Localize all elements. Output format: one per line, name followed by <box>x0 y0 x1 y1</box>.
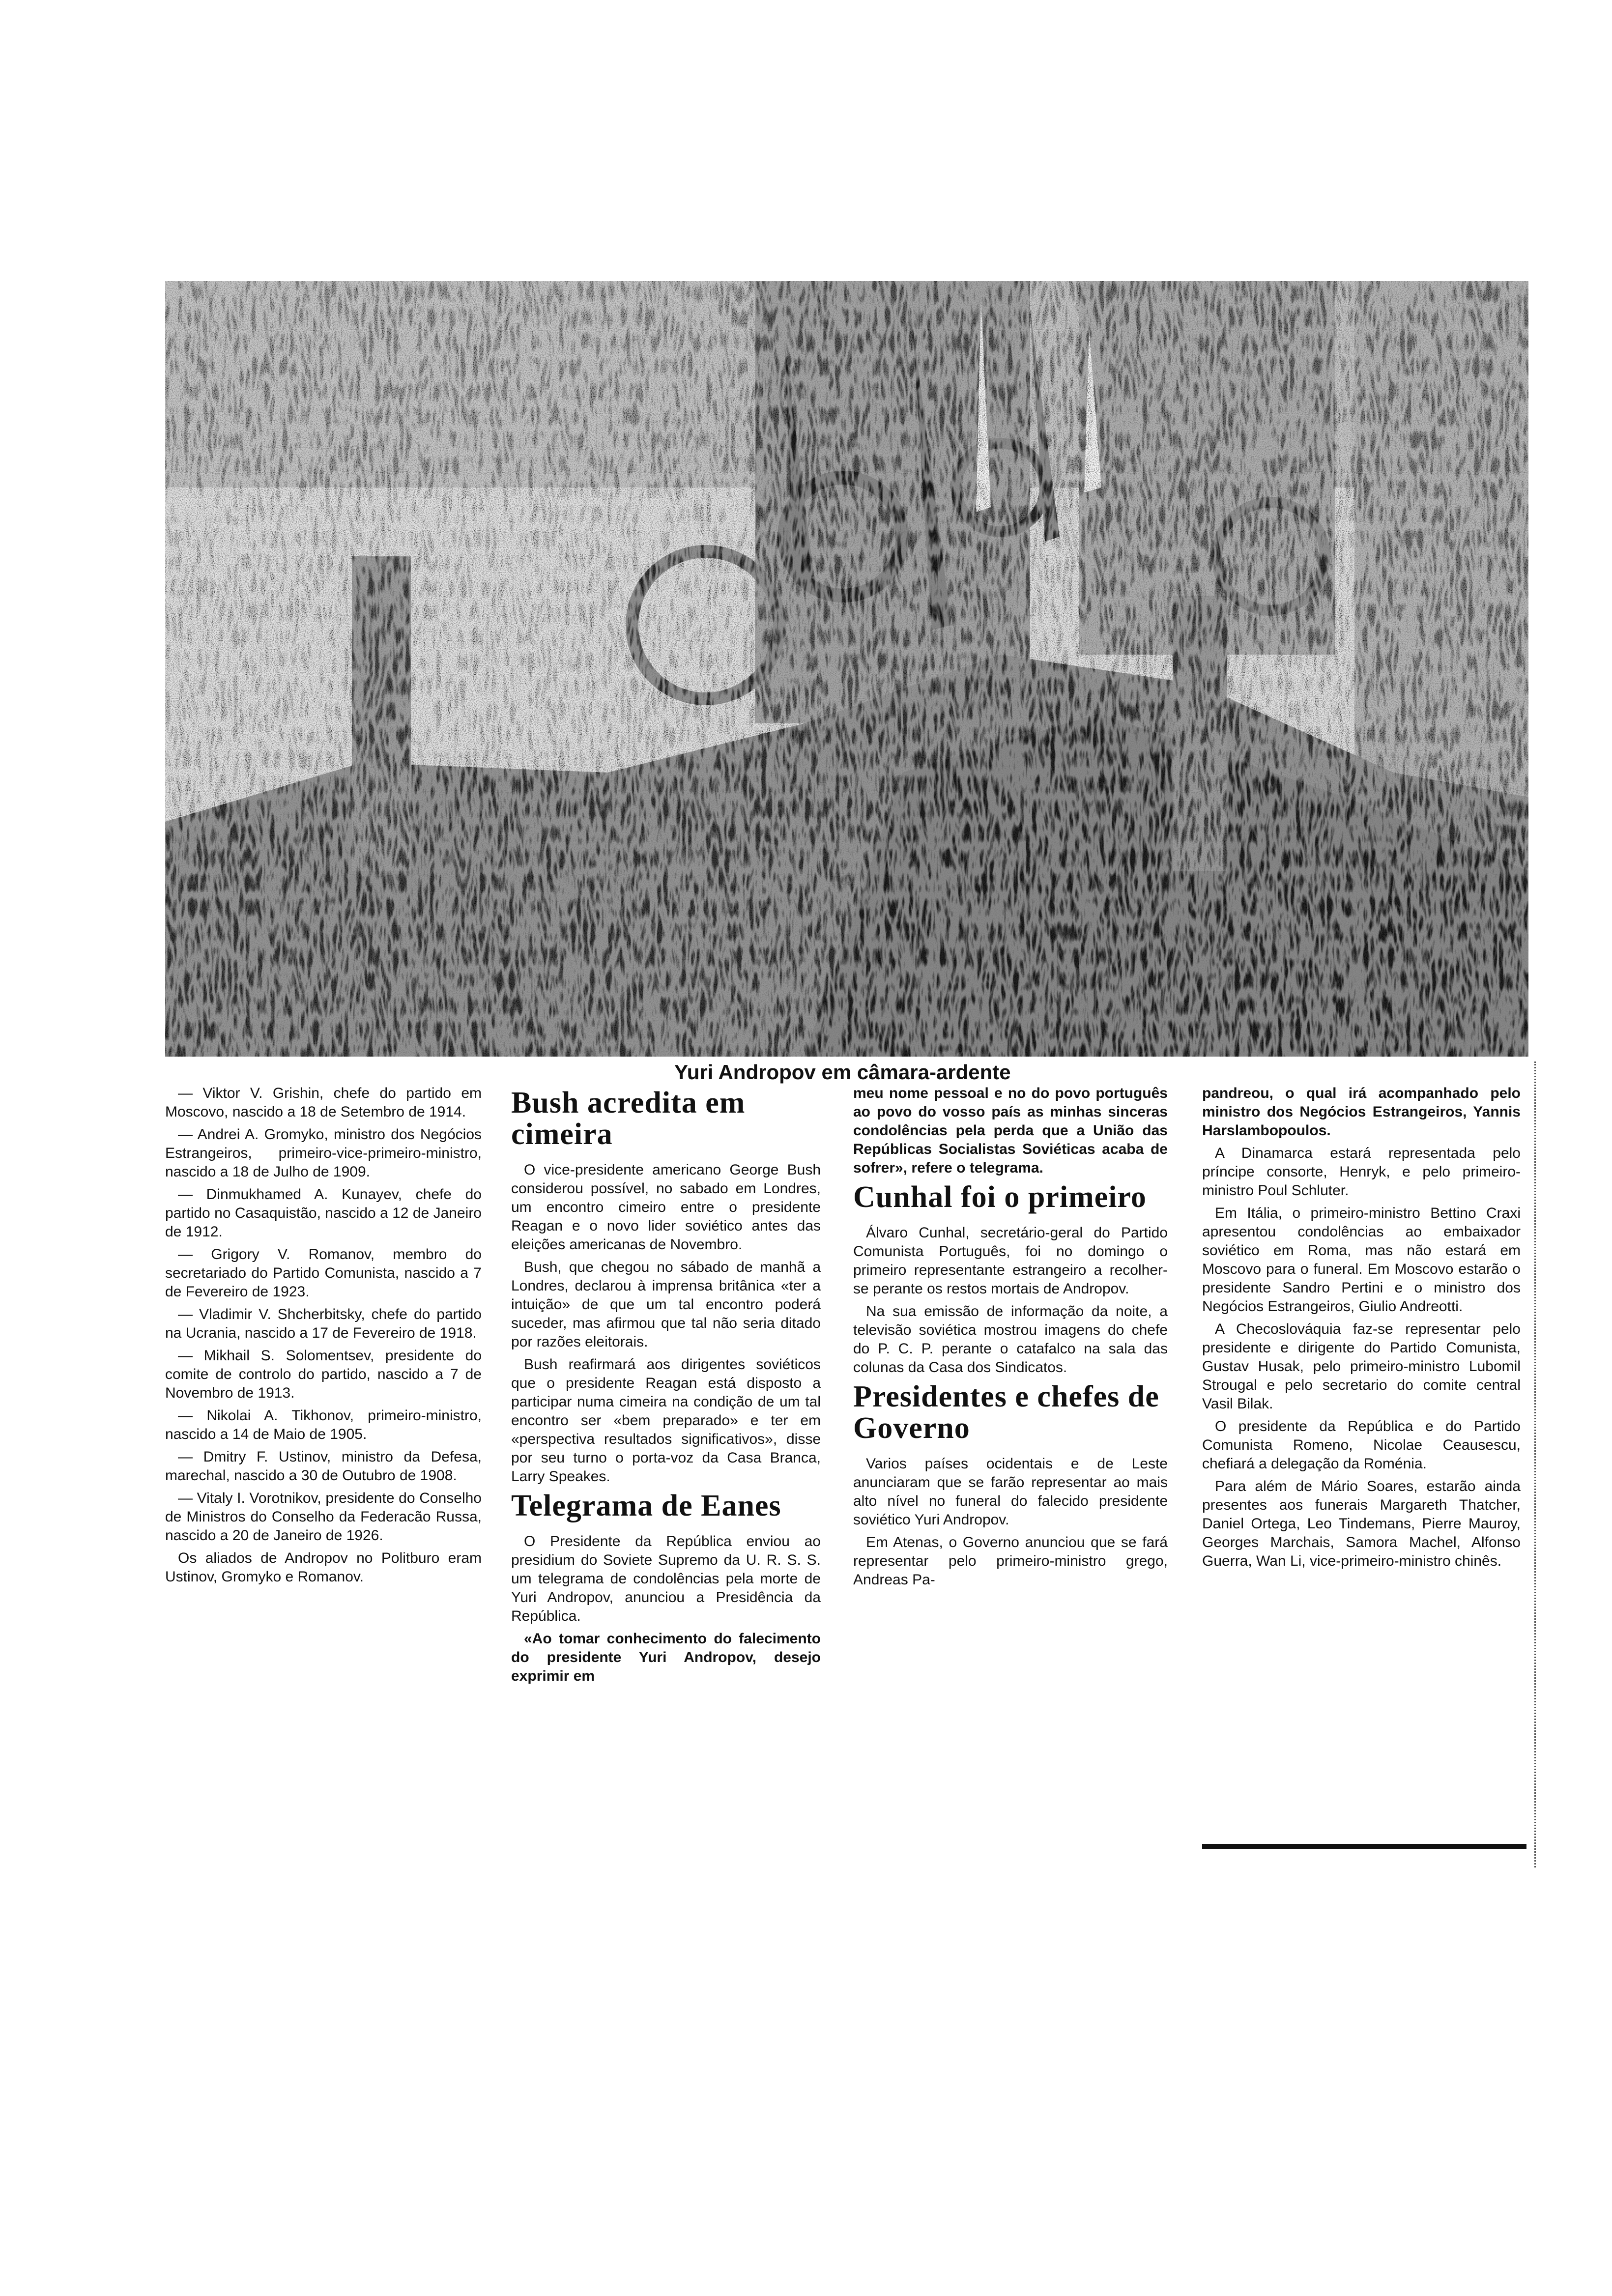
paragraph: meu nome pessoal e no do povo português ao povo do vosso país as minhas sinceras condolências pela perda que a União das Repúblicas Socialistas Soviéticas acaba de sofrer», refere o telegrama. <box>853 1085 1168 1176</box>
paragraph: — Dmitry F. Ustinov, ministro da Defesa, marechal, nascido a 30 de Outubro de 1908. <box>165 1449 482 1484</box>
paragraph: «Ao tomar conhecimento do falecimento do presidente Yuri Andropov, desejo exprimir em <box>511 1631 821 1684</box>
column-4 <box>1202 1084 1521 1575</box>
column-end-rule <box>1202 1844 1526 1849</box>
paragraph: Os aliados de Andropov no Politburo eram Ustinov, Gromyko e Romanov. <box>165 1550 482 1585</box>
paragraph: O vice-presidente americano George Bush considerou possível, no sabado em Londres, um encontro cimeiro entre o presidente Reagan e o novo lider soviético antes das eleições americanas de Novembro. <box>511 1162 821 1253</box>
paragraph: Varios países ocidentais e de Leste anunciaram que se farão representar ao mais alto nível no funeral do falecido presidente soviético Yuri Andropov. <box>853 1456 1168 1528</box>
paragraph: Bush reafirmará aos dirigentes soviéticos que o presidente Reagan está disposto a participar numa cimeira na condição de um tal encontro ser «bem preparado» e ter em «perspectiva resultados significativos», disse por seu turno o porta-voz da Casa Branca, Larry Speakes. <box>511 1356 821 1485</box>
paragraph: — Andrei A. Gromyko, ministro dos Negócios Estrangeiros, primeiro-vice-primeiro-ministro, nascido a 18 de Julho de 1909. <box>165 1126 482 1180</box>
paragraph: — Dinmukhamed A. Kunayev, chefe do partido no Casaquistão, nascido a 12 de Janeiro de 1912. <box>165 1186 482 1240</box>
headline-telegrama: Telegrama de Eanes <box>511 1489 781 1522</box>
headline-presidentes: Presidentes e chefes de Governo <box>853 1380 1159 1445</box>
paragraph: O Presidente da República enviou ao presidium do Soviete Supremo da U. R. S. S. um telegrama de condolências pela morte de Yuri Andropov, anunciou a Presidência da República. <box>511 1533 821 1624</box>
paragraph: — Vladimir V. Shcherbitsky, chefe do partido na Ucrania, nascido a 17 de Fevereiro de 1918. <box>165 1306 482 1341</box>
headline-cunhal: Cunhal foi o primeiro <box>853 1180 1147 1214</box>
photo-image <box>165 281 1528 1057</box>
column-3 <box>853 1084 1168 1593</box>
paragraph: — Vitaly I. Vorotnikov, presidente do Conselho de Ministros do Conselho da Federacão Russa, nascido a 20 de Janeiro de 1926. <box>165 1490 482 1544</box>
funeral-photo <box>165 281 1528 1057</box>
column-1 <box>165 1084 482 1590</box>
paragraph: Na sua emissão de informação da noite, a televisão soviética mostrou imagens do chefe do P. C. P. perante o catafalco na sala das colunas da Casa dos Sindicatos. <box>853 1303 1168 1376</box>
paragraph: A Checoslováquia faz-se representar pelo presidente e dirigente do Partido Comunista, Gustav Husak, pelo primeiro-ministro Lubomil Strougal e pelo secretario do comite central Vasil Bilak. <box>1202 1321 1521 1412</box>
paragraph: — Mikhail S. Solomentsev, presidente do comite de controlo do partido, nascido a 7 de Novembro de 1913. <box>165 1348 482 1401</box>
photo-caption: Yuri Andropov em câmara-ardente <box>674 1061 1011 1084</box>
paragraph: pandreou, o qual irá acompanhado pelo ministro dos Negócios Estrangeiros, Yannis Harslambopoulos. <box>1202 1085 1521 1139</box>
scan-edge-marks <box>1527 1062 1536 1867</box>
paragraph: Álvaro Cunhal, secretário-geral do Partido Comunista Português, foi no domingo o primeiro representante estrangeiro a recolher-se perante os restos mortais de Andropov. <box>853 1225 1168 1297</box>
paragraph: — Grigory V. Romanov, membro do secretariado do Partido Comunista, nascido a 7 de Fevereiro de 1923. <box>165 1246 482 1300</box>
paragraph: O presidente da República e do Partido Comunista Romeno, Nicolae Ceausescu, chefiará a delegação da Roménia. <box>1202 1418 1521 1472</box>
paragraph: Bush, que chegou no sábado de manhã a Londres, declarou à imprensa britânica «ter a intuição» de que um tal encontro poderá suceder, mas afirmou que tal não seria ditado por razões eleitorais. <box>511 1259 821 1350</box>
paragraph: Para além de Mário Soares, estarão ainda presentes aos funerais Margareth Thatcher, Daniel Ortega, Leo Tindemans, Pierre Mauroy, Georges Marchais, Samora Machel, Alfonso Guerra, Wan Li, vice-primeiro-ministro chinês. <box>1202 1478 1521 1569</box>
paragraph: — Viktor V. Grishin, chefe do partido em Moscovo, nascido a 18 de Setembro de 1914. <box>165 1085 482 1120</box>
paragraph: Em Itália, o primeiro-ministro Bettino Craxi apresentou condolências ao embaixador soviético em Roma, mas não estará em Moscovo para o funeral. Em Moscovo estarão o presidente Sandro Pertini e o ministro dos Negócios Estrangeiros, Giulio Andreotti. <box>1202 1205 1521 1315</box>
paragraph: Em Atenas, o Governo anunciou que se fará representar pelo primeiro-ministro grego, Andreas Pa- <box>853 1534 1168 1588</box>
column-2 <box>511 1084 821 1690</box>
headline-bush: Bush acredita em cimeira <box>511 1086 746 1151</box>
paragraph: — Nikolai A. Tikhonov, primeiro-ministro, nascido a 14 de Maio de 1905. <box>165 1407 482 1442</box>
paragraph: A Dinamarca estará representada pelo príncipe consorte, Henryk, e pelo primeiro-ministro Poul Schluter. <box>1202 1145 1521 1199</box>
